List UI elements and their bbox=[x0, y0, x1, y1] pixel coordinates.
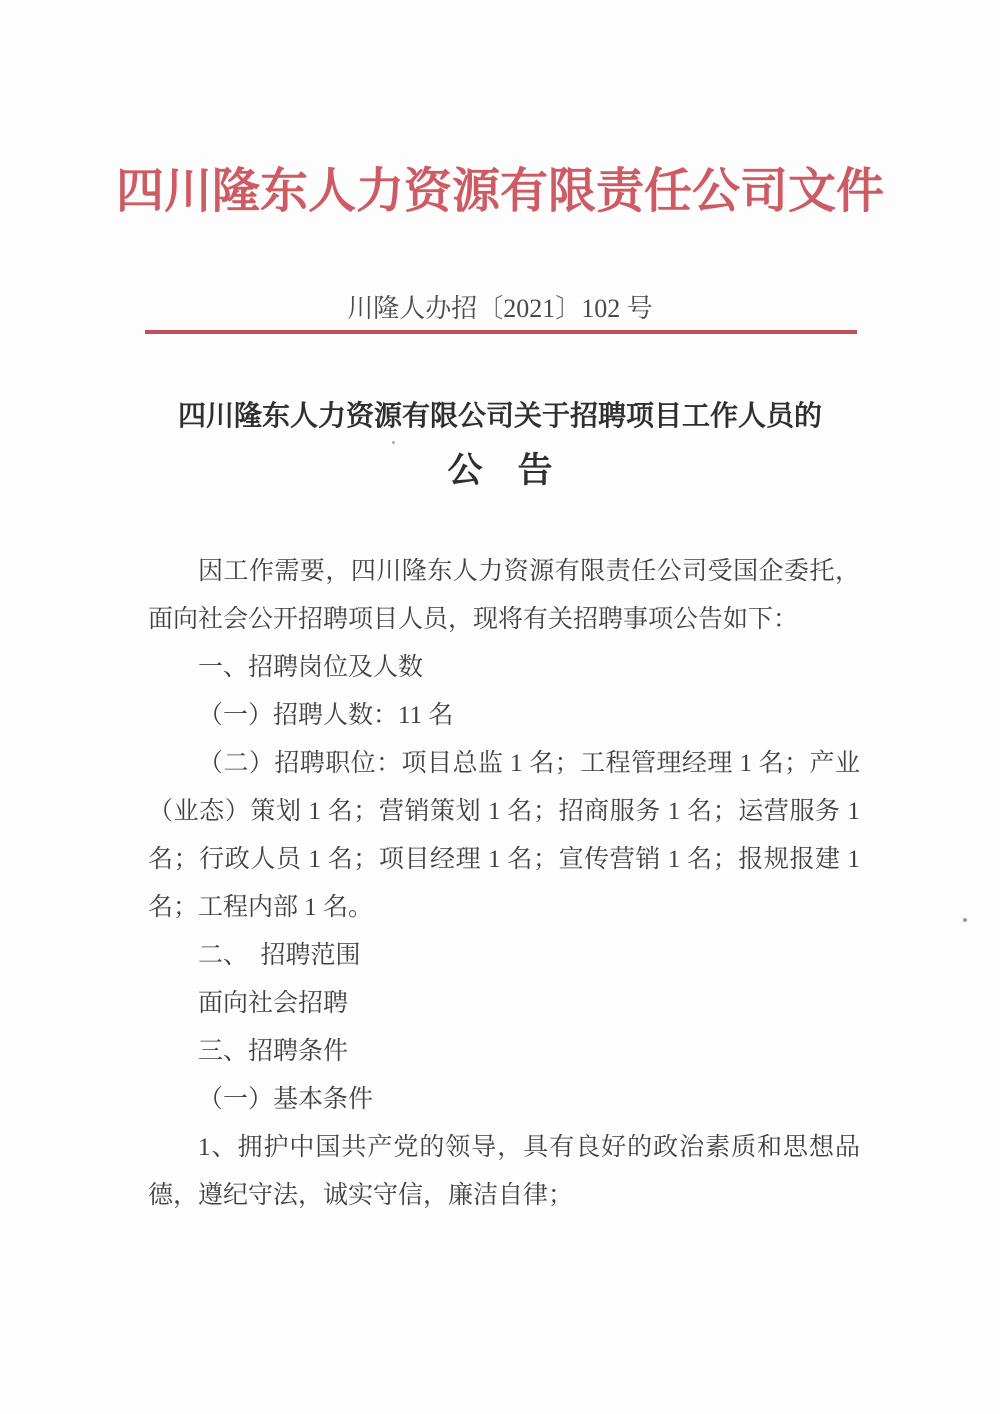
scan-artifact-dot bbox=[392, 441, 395, 444]
document-title: 四川隆东人力资源有限责任公司文件 bbox=[115, 165, 884, 218]
body-line: 三、招聘条件 bbox=[198, 1038, 349, 1065]
body-line: 名；工程内部 1 名。 bbox=[148, 894, 374, 921]
body-line: 1、拥护中国共产党的领导，具有良好的政治素质和思想品 bbox=[198, 1134, 860, 1161]
body-line: （一）基本条件 bbox=[198, 1086, 374, 1113]
body-line: 面向社会招聘 bbox=[198, 990, 349, 1017]
body-line: 因工作需要，四川隆东人力资源有限责任公司受国企委托， bbox=[198, 558, 860, 585]
document-number: 川隆人办招〔2021〕102 号 bbox=[347, 294, 653, 323]
body-line: （业态）策划 1 名；营销策划 1 名；招商服务 1 名；运营服务 1 bbox=[148, 798, 860, 825]
red-divider-line bbox=[145, 330, 857, 334]
scan-artifact-dot bbox=[963, 918, 967, 922]
body-line: 二、 招聘范围 bbox=[198, 942, 361, 969]
body-line: 面向社会公开招聘项目人员，现将有关招聘事项公告如下： bbox=[148, 606, 799, 633]
announcement-subject: 四川隆东人力资源有限公司关于招聘项目工作人员的 bbox=[177, 401, 822, 432]
announcement-title: 公 告 bbox=[447, 451, 553, 490]
body-line: 一、招聘岗位及人数 bbox=[198, 654, 424, 681]
body-line: （二）招聘职位：项目总监 1 名；工程管理经理 1 名；产业 bbox=[198, 750, 860, 777]
body-line: （一）招聘人数：11 名 bbox=[198, 702, 454, 729]
document-body bbox=[148, 548, 860, 1220]
body-line: 德，遵纪守法，诚实守信，廉洁自律； bbox=[148, 1182, 574, 1209]
body-line: 名；行政人员 1 名；项目经理 1 名；宣传营销 1 名；报规报建 1 bbox=[148, 846, 860, 873]
